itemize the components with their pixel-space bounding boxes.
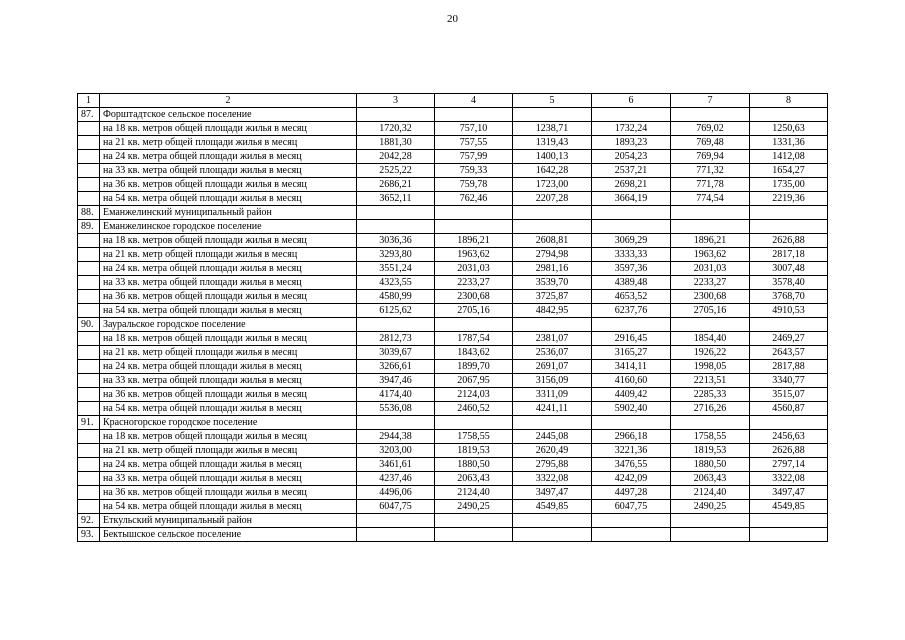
header-cell: 1	[78, 94, 100, 108]
value-cell: 2817,88	[750, 360, 828, 374]
row-name: на 18 кв. метров общей площади жилья в месяц	[100, 234, 357, 248]
value-cell	[750, 514, 828, 528]
table-row	[78, 122, 828, 136]
value-cell: 3497,47	[750, 486, 828, 500]
value-cell: 3165,27	[592, 346, 671, 360]
value-cell: 1896,21	[671, 234, 750, 248]
row-name: на 36 кв. метров общей площади жилья в месяц	[100, 486, 357, 500]
value-cell: 5902,40	[592, 402, 671, 416]
row-name: на 24 кв. метра общей площади жилья в месяц	[100, 150, 357, 164]
row-name: на 36 кв. метров общей площади жилья в месяц	[100, 388, 357, 402]
row-number: 87.	[78, 108, 100, 122]
value-cell	[750, 220, 828, 234]
table-row	[78, 332, 828, 346]
value-cell	[513, 416, 592, 430]
value-cell: 3069,29	[592, 234, 671, 248]
value-cell: 3293,80	[357, 248, 435, 262]
value-cell: 1412,08	[750, 150, 828, 164]
value-cell: 757,99	[435, 150, 513, 164]
value-cell: 3007,48	[750, 262, 828, 276]
value-cell: 3461,61	[357, 458, 435, 472]
value-cell: 1238,71	[513, 122, 592, 136]
value-cell: 1881,30	[357, 136, 435, 150]
row-number	[78, 472, 100, 486]
table-row	[78, 234, 828, 248]
row-name: на 54 кв. метра общей площади жилья в месяц	[100, 304, 357, 318]
section-row	[78, 514, 828, 528]
row-name: на 18 кв. метров общей площади жилья в месяц	[100, 122, 357, 136]
value-cell: 3036,36	[357, 234, 435, 248]
value-cell: 3578,40	[750, 276, 828, 290]
row-number	[78, 276, 100, 290]
value-cell: 2643,57	[750, 346, 828, 360]
value-cell: 3947,46	[357, 374, 435, 388]
table-row	[78, 486, 828, 500]
section-row	[78, 528, 828, 542]
value-cell: 1880,50	[671, 458, 750, 472]
value-cell: 3322,08	[513, 472, 592, 486]
value-cell: 1843,62	[435, 346, 513, 360]
value-cell: 3221,36	[592, 444, 671, 458]
value-cell: 3333,33	[592, 248, 671, 262]
row-name: на 36 кв. метров общей площади жилья в месяц	[100, 178, 357, 192]
row-number	[78, 430, 100, 444]
value-cell: 771,32	[671, 164, 750, 178]
value-cell: 4560,87	[750, 402, 828, 416]
value-cell: 2608,81	[513, 234, 592, 248]
value-cell: 2460,52	[435, 402, 513, 416]
value-cell: 2063,43	[671, 472, 750, 486]
value-cell	[513, 528, 592, 542]
value-cell	[357, 514, 435, 528]
value-cell: 2067,95	[435, 374, 513, 388]
value-cell	[435, 206, 513, 220]
value-cell: 2705,16	[671, 304, 750, 318]
value-cell: 1787,54	[435, 332, 513, 346]
row-name: на 54 кв. метра общей площади жилья в месяц	[100, 500, 357, 514]
value-cell: 6237,76	[592, 304, 671, 318]
tariff-table	[77, 93, 828, 542]
table-row	[78, 136, 828, 150]
value-cell: 5536,08	[357, 402, 435, 416]
row-name: на 54 кв. метра общей площади жилья в месяц	[100, 402, 357, 416]
value-cell	[750, 318, 828, 332]
row-number: 90.	[78, 318, 100, 332]
value-cell: 4409,42	[592, 388, 671, 402]
row-name: Бектышское сельское поселение	[100, 528, 357, 542]
table-body	[78, 94, 828, 542]
table-row	[78, 430, 828, 444]
value-cell: 2219,36	[750, 192, 828, 206]
row-number	[78, 150, 100, 164]
value-cell: 1654,27	[750, 164, 828, 178]
value-cell: 3414,11	[592, 360, 671, 374]
value-cell: 3515,07	[750, 388, 828, 402]
value-cell: 769,48	[671, 136, 750, 150]
value-cell: 4496,06	[357, 486, 435, 500]
value-cell: 1250,63	[750, 122, 828, 136]
value-cell	[357, 220, 435, 234]
value-cell: 3156,09	[513, 374, 592, 388]
table-row	[78, 374, 828, 388]
value-cell: 2981,16	[513, 262, 592, 276]
value-cell: 2445,08	[513, 430, 592, 444]
table-row	[78, 164, 828, 178]
value-cell: 2691,07	[513, 360, 592, 374]
value-cell: 4580,99	[357, 290, 435, 304]
row-number	[78, 360, 100, 374]
row-name: Еманжелинское городское поселение	[100, 220, 357, 234]
value-cell: 759,33	[435, 164, 513, 178]
value-cell: 4237,46	[357, 472, 435, 486]
row-number: 88.	[78, 206, 100, 220]
page-number: 20	[447, 13, 458, 25]
value-cell	[513, 220, 592, 234]
section-row	[78, 108, 828, 122]
value-cell	[671, 206, 750, 220]
row-number	[78, 164, 100, 178]
value-cell	[435, 528, 513, 542]
value-cell: 1319,43	[513, 136, 592, 150]
value-cell: 1732,24	[592, 122, 671, 136]
table-row	[78, 388, 828, 402]
value-cell: 2698,21	[592, 178, 671, 192]
value-cell: 2626,88	[750, 234, 828, 248]
value-cell: 1963,62	[671, 248, 750, 262]
value-cell: 1642,28	[513, 164, 592, 178]
value-cell	[750, 416, 828, 430]
value-cell: 4842,95	[513, 304, 592, 318]
value-cell: 2300,68	[671, 290, 750, 304]
value-cell: 2456,63	[750, 430, 828, 444]
value-cell: 3311,09	[513, 388, 592, 402]
value-cell: 2213,51	[671, 374, 750, 388]
value-cell	[357, 528, 435, 542]
row-number	[78, 332, 100, 346]
value-cell: 771,78	[671, 178, 750, 192]
value-cell: 2124,40	[435, 486, 513, 500]
value-cell	[435, 514, 513, 528]
row-name: Зауральское городское поселение	[100, 318, 357, 332]
value-cell	[671, 108, 750, 122]
value-cell: 757,55	[435, 136, 513, 150]
value-cell: 1819,53	[671, 444, 750, 458]
value-cell: 1899,70	[435, 360, 513, 374]
row-number	[78, 122, 100, 136]
row-number	[78, 500, 100, 514]
table-row	[78, 262, 828, 276]
value-cell	[592, 528, 671, 542]
row-number: 93.	[78, 528, 100, 542]
row-number	[78, 458, 100, 472]
value-cell	[513, 206, 592, 220]
value-cell	[750, 528, 828, 542]
value-cell: 769,02	[671, 122, 750, 136]
value-cell: 762,46	[435, 192, 513, 206]
value-cell	[671, 220, 750, 234]
value-cell: 4174,40	[357, 388, 435, 402]
header-row	[78, 94, 828, 108]
value-cell: 774,54	[671, 192, 750, 206]
value-cell: 3340,77	[750, 374, 828, 388]
row-name: на 33 кв. метра общей площади жилья в месяц	[100, 472, 357, 486]
value-cell: 2536,07	[513, 346, 592, 360]
value-cell	[435, 318, 513, 332]
section-row	[78, 220, 828, 234]
value-cell: 4160,60	[592, 374, 671, 388]
header-cell: 6	[592, 94, 671, 108]
table-row	[78, 178, 828, 192]
value-cell	[513, 514, 592, 528]
value-cell: 1819,53	[435, 444, 513, 458]
value-cell: 2285,33	[671, 388, 750, 402]
value-cell: 2469,27	[750, 332, 828, 346]
value-cell: 759,78	[435, 178, 513, 192]
value-cell	[671, 514, 750, 528]
value-cell: 3539,70	[513, 276, 592, 290]
value-cell: 6047,75	[592, 500, 671, 514]
row-number: 92.	[78, 514, 100, 528]
value-cell	[357, 206, 435, 220]
value-cell	[750, 108, 828, 122]
table-row	[78, 192, 828, 206]
row-number	[78, 486, 100, 500]
value-cell: 6047,75	[357, 500, 435, 514]
header-cell: 3	[357, 94, 435, 108]
section-row	[78, 206, 828, 220]
value-cell: 2795,88	[513, 458, 592, 472]
value-cell: 2686,21	[357, 178, 435, 192]
row-name: на 33 кв. метра общей площади жилья в месяц	[100, 276, 357, 290]
value-cell: 1896,21	[435, 234, 513, 248]
value-cell: 4323,55	[357, 276, 435, 290]
row-name: на 18 кв. метров общей площади жилья в месяц	[100, 430, 357, 444]
row-name: на 21 кв. метр общей площади жилья в месяц	[100, 346, 357, 360]
section-row	[78, 318, 828, 332]
row-number	[78, 444, 100, 458]
row-number	[78, 178, 100, 192]
value-cell: 4910,53	[750, 304, 828, 318]
value-cell	[357, 108, 435, 122]
value-cell	[592, 220, 671, 234]
value-cell: 2537,21	[592, 164, 671, 178]
value-cell: 1880,50	[435, 458, 513, 472]
row-name: на 54 кв. метра общей площади жилья в месяц	[100, 192, 357, 206]
value-cell: 2626,88	[750, 444, 828, 458]
value-cell: 1758,55	[671, 430, 750, 444]
value-cell	[592, 108, 671, 122]
value-cell: 2716,26	[671, 402, 750, 416]
row-name: Еманжелинский муниципальный район	[100, 206, 357, 220]
value-cell	[435, 108, 513, 122]
value-cell	[435, 416, 513, 430]
table-row	[78, 444, 828, 458]
row-name: на 21 кв. метр общей площади жилья в месяц	[100, 248, 357, 262]
value-cell	[592, 206, 671, 220]
section-row	[78, 416, 828, 430]
value-cell	[671, 528, 750, 542]
value-cell	[357, 318, 435, 332]
header-cell: 7	[671, 94, 750, 108]
value-cell: 2031,03	[671, 262, 750, 276]
table-row	[78, 346, 828, 360]
row-number	[78, 234, 100, 248]
row-number	[78, 136, 100, 150]
row-name: на 33 кв. метра общей площади жилья в месяц	[100, 164, 357, 178]
value-cell: 1963,62	[435, 248, 513, 262]
row-name: Еткульский муниципальный район	[100, 514, 357, 528]
value-cell: 4653,52	[592, 290, 671, 304]
value-cell: 1400,13	[513, 150, 592, 164]
value-cell: 3322,08	[750, 472, 828, 486]
value-cell: 2381,07	[513, 332, 592, 346]
value-cell: 3664,19	[592, 192, 671, 206]
value-cell: 6125,62	[357, 304, 435, 318]
value-cell: 2207,28	[513, 192, 592, 206]
row-number	[78, 262, 100, 276]
value-cell: 1720,32	[357, 122, 435, 136]
value-cell	[671, 318, 750, 332]
value-cell: 4497,28	[592, 486, 671, 500]
row-name: на 24 кв. метра общей площади жилья в месяц	[100, 360, 357, 374]
value-cell: 2944,38	[357, 430, 435, 444]
value-cell: 1926,22	[671, 346, 750, 360]
table-row	[78, 360, 828, 374]
row-number	[78, 192, 100, 206]
value-cell: 3652,11	[357, 192, 435, 206]
value-cell: 4389,48	[592, 276, 671, 290]
row-number	[78, 374, 100, 388]
table-row	[78, 472, 828, 486]
value-cell: 2124,40	[671, 486, 750, 500]
row-name: на 21 кв. метр общей площади жилья в месяц	[100, 136, 357, 150]
table-row	[78, 458, 828, 472]
value-cell: 1998,05	[671, 360, 750, 374]
row-number: 89.	[78, 220, 100, 234]
value-cell: 1854,40	[671, 332, 750, 346]
row-name: Форштадтское сельское поселение	[100, 108, 357, 122]
value-cell: 2054,23	[592, 150, 671, 164]
value-cell: 2916,45	[592, 332, 671, 346]
row-number	[78, 402, 100, 416]
value-cell: 2063,43	[435, 472, 513, 486]
value-cell: 3725,87	[513, 290, 592, 304]
value-cell: 2620,49	[513, 444, 592, 458]
value-cell: 2794,98	[513, 248, 592, 262]
value-cell: 2490,25	[435, 500, 513, 514]
value-cell	[513, 318, 592, 332]
row-number	[78, 248, 100, 262]
table-row	[78, 500, 828, 514]
value-cell	[592, 514, 671, 528]
value-cell: 2966,18	[592, 430, 671, 444]
row-name: на 24 кв. метра общей площади жилья в месяц	[100, 458, 357, 472]
value-cell	[435, 220, 513, 234]
value-cell: 769,94	[671, 150, 750, 164]
value-cell	[671, 416, 750, 430]
row-number	[78, 346, 100, 360]
value-cell	[357, 416, 435, 430]
value-cell: 2300,68	[435, 290, 513, 304]
value-cell: 3497,47	[513, 486, 592, 500]
value-cell: 1735,00	[750, 178, 828, 192]
value-cell: 1758,55	[435, 430, 513, 444]
value-cell: 2525,22	[357, 164, 435, 178]
row-number: 91.	[78, 416, 100, 430]
value-cell: 3768,70	[750, 290, 828, 304]
value-cell: 4549,85	[750, 500, 828, 514]
value-cell	[513, 108, 592, 122]
value-cell: 1893,23	[592, 136, 671, 150]
value-cell: 2817,18	[750, 248, 828, 262]
header-cell: 4	[435, 94, 513, 108]
value-cell	[750, 206, 828, 220]
value-cell: 2124,03	[435, 388, 513, 402]
value-cell: 4242,09	[592, 472, 671, 486]
value-cell: 757,10	[435, 122, 513, 136]
value-cell	[592, 416, 671, 430]
row-name: на 36 кв. метров общей площади жилья в месяц	[100, 290, 357, 304]
value-cell: 3266,61	[357, 360, 435, 374]
row-number	[78, 304, 100, 318]
header-cell: 8	[750, 94, 828, 108]
value-cell: 3039,67	[357, 346, 435, 360]
value-cell: 2233,27	[671, 276, 750, 290]
value-cell: 2042,28	[357, 150, 435, 164]
table-row	[78, 248, 828, 262]
row-name: на 21 кв. метр общей площади жилья в месяц	[100, 444, 357, 458]
table-row	[78, 150, 828, 164]
value-cell: 1723,00	[513, 178, 592, 192]
table-row	[78, 304, 828, 318]
value-cell: 1331,36	[750, 136, 828, 150]
table-row	[78, 290, 828, 304]
header-cell: 2	[100, 94, 357, 108]
value-cell: 3476,55	[592, 458, 671, 472]
value-cell: 2812,73	[357, 332, 435, 346]
table-row	[78, 276, 828, 290]
value-cell: 2490,25	[671, 500, 750, 514]
row-name: на 18 кв. метров общей площади жилья в месяц	[100, 332, 357, 346]
header-cell: 5	[513, 94, 592, 108]
row-name: Красногорское городское поселение	[100, 416, 357, 430]
row-name: на 24 кв. метра общей площади жилья в месяц	[100, 262, 357, 276]
value-cell: 2233,27	[435, 276, 513, 290]
value-cell: 2705,16	[435, 304, 513, 318]
row-name: на 33 кв. метра общей площади жилья в месяц	[100, 374, 357, 388]
value-cell: 4241,11	[513, 402, 592, 416]
value-cell: 3203,00	[357, 444, 435, 458]
value-cell: 2031,03	[435, 262, 513, 276]
row-number	[78, 388, 100, 402]
value-cell: 4549,85	[513, 500, 592, 514]
value-cell	[592, 318, 671, 332]
row-number	[78, 290, 100, 304]
value-cell: 3551,24	[357, 262, 435, 276]
value-cell: 3597,36	[592, 262, 671, 276]
value-cell: 2797,14	[750, 458, 828, 472]
table-row	[78, 402, 828, 416]
